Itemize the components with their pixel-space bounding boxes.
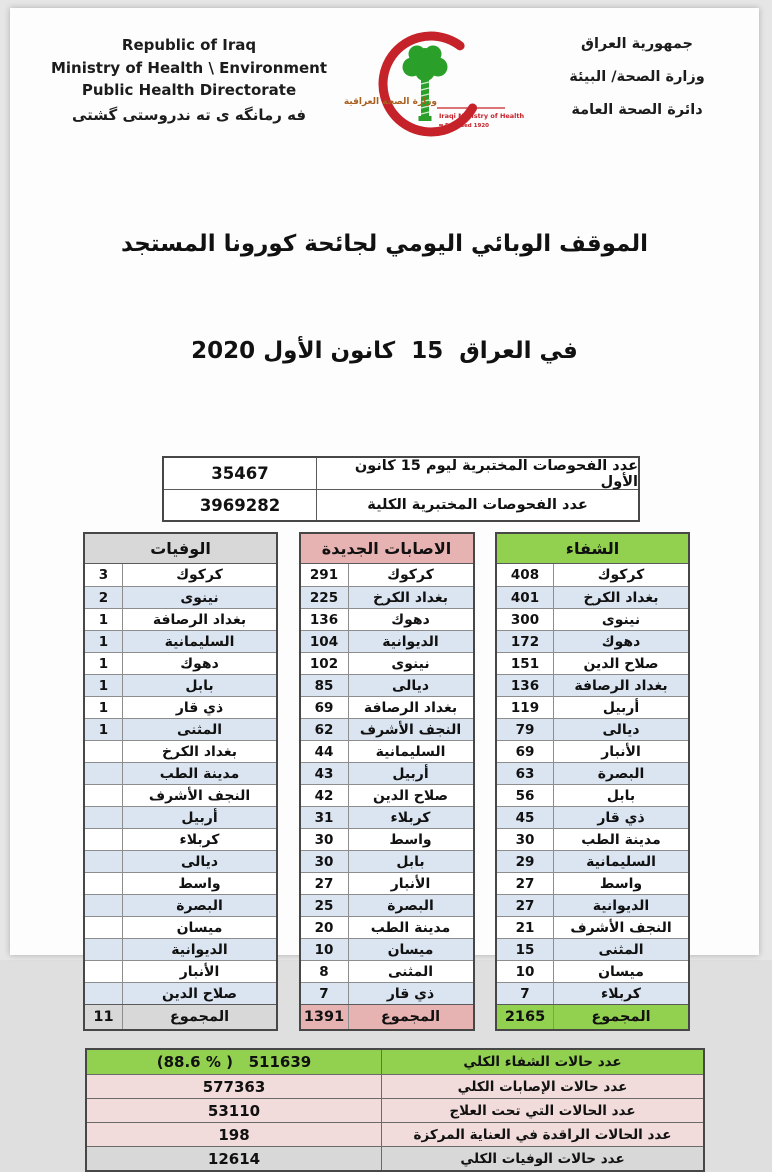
header-english-block — [48, 24, 330, 146]
city-cell: كربلاء — [122, 829, 276, 850]
logo-arabic-caption: وزارة الصحة العراقية — [343, 97, 437, 107]
summary-value-cell: 198 — [218, 1125, 250, 1144]
table-row — [85, 982, 276, 1004]
value-cell: 1 — [98, 655, 109, 672]
value-cell — [85, 807, 122, 828]
table-row — [301, 938, 473, 960]
city-cell: نينوى — [122, 587, 276, 608]
city-cell: بغداد الكرخ — [348, 587, 473, 608]
value-cell: 151 — [510, 655, 540, 672]
value-cell: 119 — [510, 699, 540, 716]
value-cell — [85, 829, 122, 850]
table-row — [85, 652, 276, 674]
tests-row — [164, 458, 638, 489]
value-cell: 79 — [515, 721, 535, 738]
value-cell: 69 — [515, 743, 535, 760]
value-cell: 45 — [515, 809, 535, 826]
table-row — [497, 608, 688, 630]
table-row — [497, 564, 688, 586]
table-row — [497, 806, 688, 828]
table-row — [301, 740, 473, 762]
header-en-line1: Republic of Iraq — [121, 36, 257, 54]
value-cell: 27 — [515, 875, 535, 892]
value-cell: 1 — [98, 611, 109, 628]
value-cell: 10 — [314, 941, 334, 958]
table-row — [301, 850, 473, 872]
city-cell: البصرة — [348, 895, 473, 916]
logo-english-caption: Iraqi Ministry of Health — [438, 112, 524, 120]
summary-row — [87, 1122, 703, 1146]
city-cell: صلاح الدين — [122, 983, 276, 1004]
city-cell: الديوانية — [122, 939, 276, 960]
summary-row — [87, 1050, 703, 1074]
city-cell: نينوى — [348, 653, 473, 674]
value-cell: 27 — [314, 875, 334, 892]
value-cell: 29 — [515, 853, 535, 870]
header-ar-line1: جمهورية العراق — [580, 36, 694, 52]
city-cell: واسط — [348, 829, 473, 850]
city-cell: كربلاء — [553, 983, 688, 1004]
table-row — [85, 608, 276, 630]
summary-label-cell: عدد حالات الوفيات الكلي — [381, 1147, 703, 1170]
table-row — [497, 740, 688, 762]
table-row — [85, 894, 276, 916]
ministry-logo — [330, 24, 543, 146]
table-row — [497, 828, 688, 850]
city-cell: البصرة — [122, 895, 276, 916]
value-cell: 20 — [314, 919, 334, 936]
header — [10, 8, 759, 146]
city-cell: دهوك — [553, 631, 688, 652]
value-cell — [85, 961, 122, 982]
table-row — [85, 850, 276, 872]
value-cell: 408 — [510, 567, 540, 584]
city-cell: بغداد الكرخ — [122, 741, 276, 762]
header-en-line3: Public Health Directorate — [81, 81, 297, 99]
header-arabic-block — [543, 24, 731, 146]
value-cell: 25 — [314, 897, 334, 914]
deaths-rows — [85, 564, 276, 1004]
value-cell: 30 — [515, 831, 535, 848]
city-cell: كركوك — [553, 564, 688, 586]
value-cell — [85, 895, 122, 916]
table-row — [497, 982, 688, 1004]
city-cell: كركوك — [348, 564, 473, 586]
logo-founded-caption: Founded 1920 — [444, 123, 489, 129]
city-cell: البصرة — [553, 763, 688, 784]
header-kurdish-line: فه رمانگه ى ته ندروستى گشتى — [71, 105, 307, 124]
tests-row — [164, 489, 638, 520]
table-row — [301, 916, 473, 938]
table-row — [85, 564, 276, 586]
table-row — [301, 586, 473, 608]
city-cell: الأنبار — [553, 741, 688, 762]
table-row — [301, 894, 473, 916]
table-row — [301, 960, 473, 982]
new-cases-total-row — [301, 1004, 473, 1029]
summary-value-cell: 12614 — [207, 1149, 261, 1168]
summary-label-cell: عدد حالات الإصابات الكلي — [381, 1075, 703, 1098]
summary-label-cell: عدد حالات الشفاء الكلي — [381, 1050, 703, 1074]
value-cell: 30 — [314, 831, 334, 848]
city-cell: ديالى — [122, 851, 276, 872]
value-cell: 225 — [309, 589, 339, 606]
city-cell: الأنبار — [348, 873, 473, 894]
city-cell: الديوانية — [348, 631, 473, 652]
table-row — [85, 586, 276, 608]
table-row — [497, 652, 688, 674]
total-label-cell: المجموع — [348, 1005, 473, 1029]
summary-row — [87, 1074, 703, 1098]
city-cell: بغداد الرصافة — [122, 609, 276, 630]
table-row — [85, 696, 276, 718]
table-row — [497, 916, 688, 938]
table-row — [301, 872, 473, 894]
city-cell: دهوك — [348, 609, 473, 630]
table-row — [301, 762, 473, 784]
crescent-icon — [365, 18, 496, 149]
recoveries-table-header: الشفاء — [497, 534, 688, 564]
table-row — [497, 872, 688, 894]
city-cell: المثنى — [348, 961, 473, 982]
total-label-cell: المجموع — [122, 1005, 276, 1029]
total-value-cell: 11 — [93, 1009, 114, 1026]
value-cell — [85, 741, 122, 762]
ministry-logo-icon — [343, 24, 524, 146]
total-label-cell: المجموع — [553, 1005, 688, 1029]
city-cell: السليمانية — [348, 741, 473, 762]
table-row — [497, 850, 688, 872]
new-cases-table — [299, 532, 475, 1031]
city-cell: ديالى — [553, 719, 688, 740]
table-row — [301, 828, 473, 850]
summary-row — [87, 1098, 703, 1122]
city-cell: أربيل — [553, 697, 688, 718]
summary-label-cell: عدد الحالات الراقدة في العناية المركزة — [381, 1123, 703, 1146]
value-cell: 2 — [98, 589, 109, 606]
city-cell: بابل — [348, 851, 473, 872]
city-cell: النجف الأشرف — [122, 785, 276, 806]
summary-value-cell: 577363 — [202, 1077, 266, 1096]
table-row — [85, 872, 276, 894]
value-cell: 300 — [510, 611, 540, 628]
value-cell: 30 — [314, 853, 334, 870]
value-cell: 1 — [98, 633, 109, 650]
city-cell: الأنبار — [122, 961, 276, 982]
tests-label-cell: عدد الفحوصات المختبرية ليوم 15 كانون الأول — [316, 458, 638, 489]
value-cell: 42 — [314, 787, 334, 804]
table-row — [497, 586, 688, 608]
value-cell: 3 — [98, 567, 109, 584]
city-cell: صلاح الدين — [348, 785, 473, 806]
table-row — [85, 718, 276, 740]
city-cell: ديالى — [348, 675, 473, 696]
table-row — [301, 630, 473, 652]
value-cell: 401 — [510, 589, 540, 606]
table-row — [85, 674, 276, 696]
table-row — [301, 784, 473, 806]
value-cell: 136 — [510, 677, 540, 694]
tests-table — [162, 456, 640, 522]
value-cell: 8 — [319, 963, 329, 980]
value-cell: 1 — [98, 721, 109, 738]
city-cell: دهوك — [122, 653, 276, 674]
new-cases-rows — [301, 564, 473, 1004]
table-row — [497, 696, 688, 718]
city-cell: كربلاء — [348, 807, 473, 828]
city-cell: كركوك — [122, 564, 276, 586]
value-cell: 21 — [515, 919, 535, 936]
value-cell: 7 — [520, 985, 530, 1002]
header-ar-line2: وزارة الصحة/ البيئة — [569, 69, 705, 85]
city-cell: أربيل — [348, 763, 473, 784]
summary-value-cell: (88.6 % ) 511639 — [156, 1053, 312, 1072]
table-row — [497, 784, 688, 806]
city-cell: ميسان — [122, 917, 276, 938]
city-cell: واسط — [553, 873, 688, 894]
city-cell: بابل — [553, 785, 688, 806]
city-cell: صلاح الدين — [553, 653, 688, 674]
city-cell: ذي قار — [122, 697, 276, 718]
table-row — [301, 564, 473, 586]
city-cell: ذي قار — [348, 983, 473, 1004]
city-cell: مدينة الطب — [553, 829, 688, 850]
value-cell: 1 — [98, 677, 109, 694]
value-cell — [85, 917, 122, 938]
table-row — [85, 630, 276, 652]
value-cell: 43 — [314, 765, 334, 782]
table-row — [85, 828, 276, 850]
value-cell — [85, 785, 122, 806]
value-cell: 69 — [314, 699, 334, 716]
summary-row — [87, 1146, 703, 1170]
city-cell: بغداد الكرخ — [553, 587, 688, 608]
city-cell: نينوى — [553, 609, 688, 630]
report-sheet — [10, 8, 759, 1168]
table-row — [85, 938, 276, 960]
tests-value-cell: 3969282 — [199, 495, 281, 515]
table-row — [85, 762, 276, 784]
table-row — [301, 652, 473, 674]
recoveries-rows — [497, 564, 688, 1004]
total-value-cell: 1391 — [303, 1009, 345, 1026]
table-row — [301, 806, 473, 828]
city-cell: النجف الأشرف — [348, 719, 473, 740]
header-en-line2: Ministry of Health \ Environment — [50, 58, 328, 77]
city-cell: مدينة الطب — [122, 763, 276, 784]
value-cell: 27 — [515, 897, 535, 914]
city-cell: المثنى — [122, 719, 276, 740]
city-cell: مدينة الطب — [348, 917, 473, 938]
deaths-table-header: الوفيات — [85, 534, 276, 564]
city-cell: المثنى — [553, 939, 688, 960]
deaths-total-row — [85, 1004, 276, 1029]
report-title-line2: في العراق 15 كانون الأول 2020 — [191, 338, 578, 365]
value-cell: 15 — [515, 941, 535, 958]
value-cell: 1 — [98, 699, 109, 716]
value-cell — [85, 873, 122, 894]
report-title-line1: الموقف الوبائي اليومي لجائحة كورونا المستجد — [120, 231, 648, 258]
city-cell: أربيل — [122, 807, 276, 828]
table-row — [497, 960, 688, 982]
value-cell — [85, 939, 122, 960]
table-row — [497, 762, 688, 784]
summary-table — [85, 1048, 705, 1172]
tests-label-cell: عدد الفحوصات المختبرية الكلية — [316, 490, 638, 520]
value-cell: 56 — [515, 787, 535, 804]
table-row — [497, 630, 688, 652]
table-row — [497, 718, 688, 740]
table-row — [301, 982, 473, 1004]
city-cell: الديوانية — [553, 895, 688, 916]
deaths-table — [83, 532, 278, 1031]
city-cell: بغداد الرصافة — [348, 697, 473, 718]
report-title — [10, 156, 759, 441]
city-cell: النجف الأشرف — [553, 917, 688, 938]
city-cell: ذي قار — [553, 807, 688, 828]
value-cell — [85, 763, 122, 784]
table-row — [301, 608, 473, 630]
value-cell: 31 — [314, 809, 334, 826]
city-cell: بابل — [122, 675, 276, 696]
table-row — [85, 784, 276, 806]
governorate-tables — [83, 532, 690, 1031]
value-cell: 62 — [314, 721, 334, 738]
value-cell — [85, 851, 122, 872]
value-cell: 102 — [309, 655, 339, 672]
total-value-cell: 2165 — [504, 1009, 546, 1026]
table-row — [85, 740, 276, 762]
value-cell: 172 — [510, 633, 540, 650]
recoveries-total-row — [497, 1004, 688, 1029]
value-cell: 44 — [314, 743, 334, 760]
city-cell: السليمانية — [122, 631, 276, 652]
table-row — [301, 718, 473, 740]
value-cell: 63 — [515, 765, 535, 782]
city-cell: ميسان — [553, 961, 688, 982]
table-row — [497, 674, 688, 696]
summary-label-cell: عدد الحالات التي تحت العلاج — [381, 1099, 703, 1122]
value-cell: 10 — [515, 963, 535, 980]
header-ar-line3: دائرة الصحة العامة — [571, 102, 703, 118]
value-cell: 7 — [319, 985, 329, 1002]
summary-value-cell: 53110 — [207, 1101, 261, 1120]
table-row — [301, 696, 473, 718]
value-cell: 85 — [314, 677, 334, 694]
new-cases-table-header: الاصابات الجديدة — [301, 534, 473, 564]
value-cell: 136 — [309, 611, 339, 628]
city-cell: ميسان — [348, 939, 473, 960]
city-cell: واسط — [122, 873, 276, 894]
city-cell: السليمانية — [553, 851, 688, 872]
city-cell: بغداد الرصافة — [553, 675, 688, 696]
table-row — [301, 674, 473, 696]
table-row — [85, 806, 276, 828]
value-cell: 104 — [309, 633, 339, 650]
value-cell: 291 — [309, 567, 339, 584]
table-row — [85, 916, 276, 938]
recoveries-table — [495, 532, 690, 1031]
table-row — [497, 938, 688, 960]
table-row — [497, 894, 688, 916]
table-row — [85, 960, 276, 982]
tests-value-cell: 35467 — [211, 464, 269, 484]
value-cell — [85, 983, 122, 1004]
